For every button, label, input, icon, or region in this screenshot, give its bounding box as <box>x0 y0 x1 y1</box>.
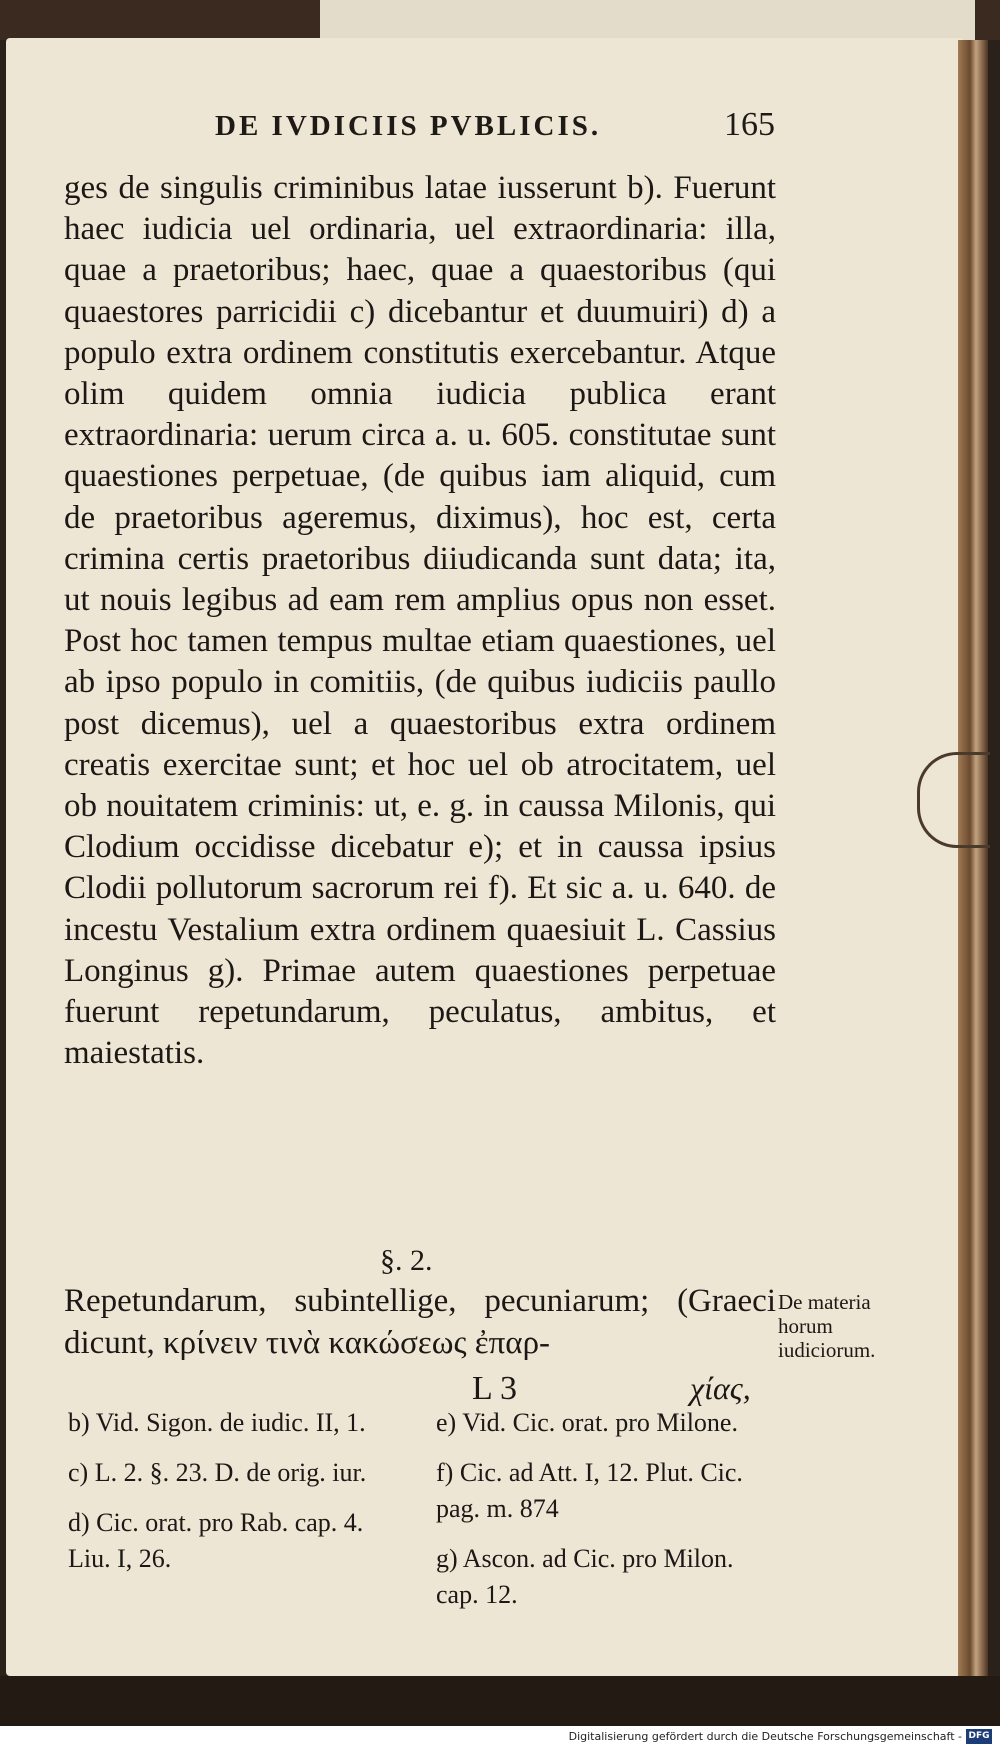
page-header <box>215 106 775 150</box>
footer-bar <box>0 1726 1000 1748</box>
footnote-g: g) Ascon. ad Cic. pro Milon. cap. 12. <box>436 1544 734 1609</box>
section-text: Repetundarum, subintellige, pecuniarum; (Graeci dicunt, κρίνειν τινὰ κακώσεως ἐπαρ- <box>64 1283 776 1361</box>
page-clip <box>917 752 990 848</box>
footnote-c: c) L. 2. §. 23. D. de orig. iur. <box>68 1458 367 1487</box>
body-text <box>64 168 776 1074</box>
running-head: DE IVDICIIS PVBLICIS. <box>215 110 602 142</box>
footnote-d: d) Cic. orat. pro Rab. cap. 4. Liu. I, 26. <box>68 1508 364 1573</box>
dfg-logo: DFG <box>966 1729 992 1744</box>
catchword: χίας, <box>690 1370 751 1406</box>
footer-credit: Digitalisierung gefördert durch die Deutsche Forschungsgemeinschaft - <box>568 1730 962 1743</box>
footnotes-left <box>68 1405 408 1591</box>
footnotes-right <box>436 1405 776 1627</box>
section-number: §. 2. <box>380 1244 433 1277</box>
page-stack-edge <box>958 40 988 1680</box>
footnote-e: e) Vid. Cic. orat. pro Milone. <box>436 1408 738 1437</box>
footnote-f: f) Cic. ad Att. I, 12. Plut. Cic. pag. m. 874 <box>436 1458 743 1523</box>
next-page-edge <box>320 0 975 42</box>
footnote-b: b) Vid. Sigon. de iudic. II, 1. <box>68 1408 366 1437</box>
signature-mark: L 3 <box>472 1370 518 1407</box>
scan-bottom-border <box>0 1676 1000 1726</box>
margin-note: De materia horum iudiciorum. <box>778 1290 876 1362</box>
page-number: 165 <box>724 106 775 143</box>
main-paragraph: ges de singulis criminibus latae iusserunt b). Fuerunt haec iudicia uel ordinaria, uel extraordinaria: illa, quae a praetoribus; haec, quae a quaestoribus (qui quaestores parricidii c) dicebantur et duumuiri) d) a populo extra ordinem constitutis exercebantur. Atque olim quidem omnia iudicia publica erant extraordinaria: uerum circa a. u. 605. constitutae sunt quaestiones perpetuae, (de quibus iam aliquid, cum de praetoribus ageremus, diximus), hoc est, certa crimina certis praetoribus diiudicanda sunt data; ita, ut nouis legibus ad eam rem amplius opus non esset. Post hoc tamen tempus multae etiam quaestiones, uel ab ipso populo in comitiis, (de quibus iudiciis paullo post dicemus), uel a quaestoribus extra ordinem creatis exercitae sunt; et hoc uel ob atrocitatem, uel ob nouitatem criminis: ut, e. g. in caussa Milonis, qui Clodium occidisse dicebatur e); et in caussa ipsius Clodii pollutorum sacrorum rei f). Et sic a. u. 640. de incestu Vestalium extra ordinem quaesiuit L. Cassius Longinus g). Primae autem quaestiones perpetuae fuerunt repetundarum, peculatus, ambitus, et maiestatis. <box>64 170 776 1072</box>
